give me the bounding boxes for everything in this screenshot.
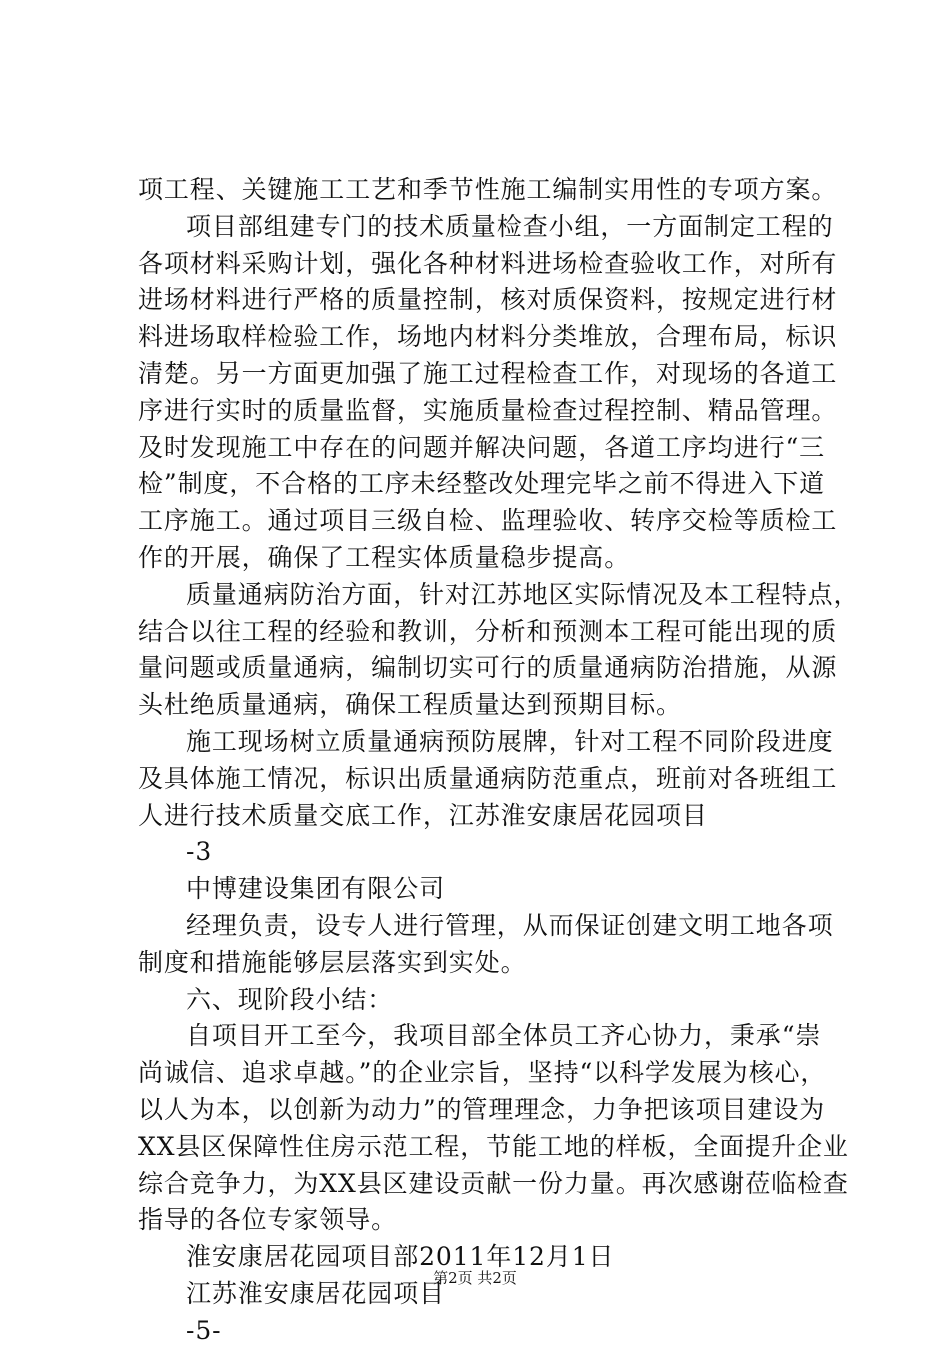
text-line: XX县区保障性住房示范工程，节能工地的样板，全面提升企业 [138,1131,849,1161]
text-line: 项目部组建专门的技术质量检查小组，一方面制定工程的 [186,211,834,241]
text-line: 尚诚信、追求卓越。”的企业宗旨，坚持“以科学发展为核心， [138,1058,827,1088]
text-line: 进场材料进行严格的质量控制，核对质保资料，按规定进行材 [138,285,838,315]
text-line: 质量通病防治方面，针对江苏地区实际情况及本工程特点， [186,579,860,609]
text-line: 综合竞争力，为XX县区建设贡献一份力量。再次感谢莅临检查 [138,1168,849,1198]
text-line: 清楚。另一方面更加强了施工过程检查工作，对现场的各道工 [138,358,838,388]
page-footer: 第2页 共2页 [433,1269,517,1287]
text-line: 工序施工。通过项目三级自检、监理验收、转序交检等质检工 [138,506,838,536]
text-line: 施工现场树立质量通病预防展牌，针对工程不同阶段进度 [186,726,834,756]
text-line: 自项目开工至今，我项目部全体员工齐心协力，秉承“崇 [186,1021,822,1051]
text-line: 作的开展，确保了工程实体质量稳步提高。 [138,542,631,572]
text-line: -5- [186,1315,222,1345]
text-line: 及时发现施工中存在的问题并解决问题，各道工序均进行“三 [138,432,826,462]
text-line: 江苏淮安康居花园项目 [186,1278,446,1308]
text-line: 序进行实时的质量监督，实施质量检查过程控制、精品管理。 [138,395,838,425]
text-line: 及具体施工情况，标识出质量通病防范重点，班前对各班组工 [138,763,838,793]
document-body [138,172,860,1350]
text-line: 各项材料采购计划，强化各种材料进场检查验收工作，对所有 [138,248,838,278]
text-line: 淮安康居花园项目部2011年12月1日 [186,1242,615,1272]
text-line: 以人为本，以创新为动力”的管理理念，力争把该项目建设为 [138,1094,826,1124]
text-line: 人进行技术质量交底工作，江苏淮安康居花园项目 [138,800,708,830]
text-line: 结合以往工程的经验和教训，分析和预测本工程可能出现的质 [138,616,838,646]
text-line: 中博建设集团有限公司 [186,874,446,904]
text-line: 指导的各位专家领导。 [138,1205,398,1235]
text-line: 检”制度，不合格的工序未经整改处理完毕之前不得进入下道 [138,469,826,499]
text-line: -3 [186,837,213,867]
text-line: 经理负责，设专人进行管理，从而保证创建文明工地各项 [186,910,834,940]
text-line: 头杜绝质量通病，确保工程质量达到预期目标。 [138,690,682,720]
text-line: 制度和措施能够层层落实到实处。 [138,947,527,977]
text-line: 料进场取样检验工作，场地内材料分类堆放，合理布局，标识 [138,322,838,352]
text-line: 项工程、关键施工工艺和季节性施工编制实用性的专项方案。 [138,175,838,204]
text-line: 量问题或质量通病，编制切实可行的质量通病防治措施，从源 [138,653,838,683]
text-line: 六、现阶段小结： [186,984,394,1014]
